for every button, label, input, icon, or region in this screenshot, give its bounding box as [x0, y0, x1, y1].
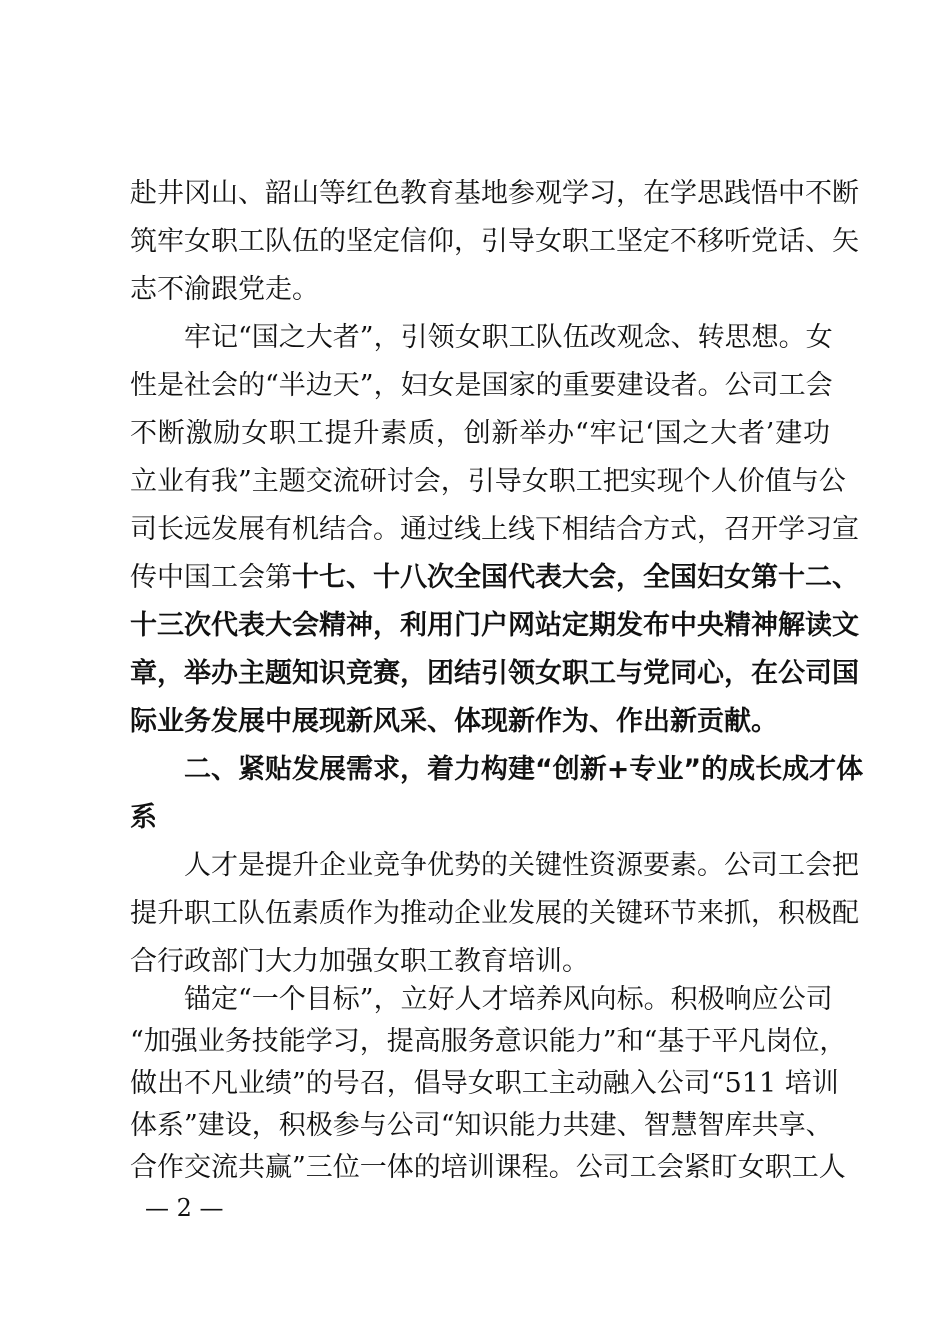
text-line: 筑牢女职工队伍的坚定信仰，引导女职工坚定不移听党话、矢	[130, 226, 859, 257]
section-heading: 二、紧贴发展需求，着力构建“创新+专业”的成长成才体	[184, 754, 864, 785]
paragraph-start-line: 人才是提升企业竞争优势的关键性资源要素。公司工会把	[184, 850, 859, 881]
text-line-bold: 章，举办主题知识竞赛，团结引领女职工与党同心，在公司国	[130, 658, 859, 689]
paragraph-start-line: 锚定“一个目标”，立好人才培养风向标。积极响应公司	[184, 984, 833, 1015]
text-line: 立业有我”主题交流研讨会，引导女职工把实现个人价值与公	[130, 466, 846, 497]
text-line-bold-part: 十七、十八次全国代表大会，全国妇女第十二、	[292, 562, 859, 593]
text-line: 合作交流共赢”三位一体的培训课程。公司工会紧盯女职工人	[130, 1152, 846, 1183]
text-line: 性是社会的“半边天”，妇女是国家的重要建设者。公司工会	[130, 370, 833, 401]
text-line: 合行政部门大力加强女职工教育培训。	[130, 946, 589, 977]
text-line: 体系”建设，积极参与公司“知识能力共建、智慧智库共享、	[130, 1110, 833, 1141]
text-line: “加强业务技能学习，提高服务意识能力”和“基于平凡岗位，	[130, 1026, 847, 1057]
text-line: 赴井冈山、韶山等红色教育基地参观学习，在学思践悟中不断	[130, 178, 859, 209]
text-line: 提升职工队伍素质作为推动企业发展的关键环节来抓，积极配	[130, 898, 859, 929]
text-line: 志不渝跟党走。	[130, 274, 319, 305]
paragraph-start-line: 牢记“国之大者”，引领女职工队伍改观念、转思想。女	[184, 322, 833, 353]
text-line-part: 传中国工会第	[130, 562, 292, 593]
text-line: 做出不凡业绩”的号召，倡导女职工主动融入公司“511 培训	[130, 1068, 839, 1099]
text-line: 司长远发展有机结合。通过线上线下相结合方式，召开学习宣	[130, 514, 859, 545]
text-line: 不断激励女职工提升素质，创新举办“牢记‘国之大者’建功	[130, 418, 830, 449]
text-line-bold: 际业务发展中展现新风采、体现新作为、作出新贡献。	[130, 706, 778, 737]
text-line-bold: 十三次代表大会精神，利用门户网站定期发布中央精神解读文	[130, 610, 859, 641]
page-number: — 2 —	[145, 1194, 224, 1222]
section-heading-continuation: 系	[130, 802, 157, 833]
